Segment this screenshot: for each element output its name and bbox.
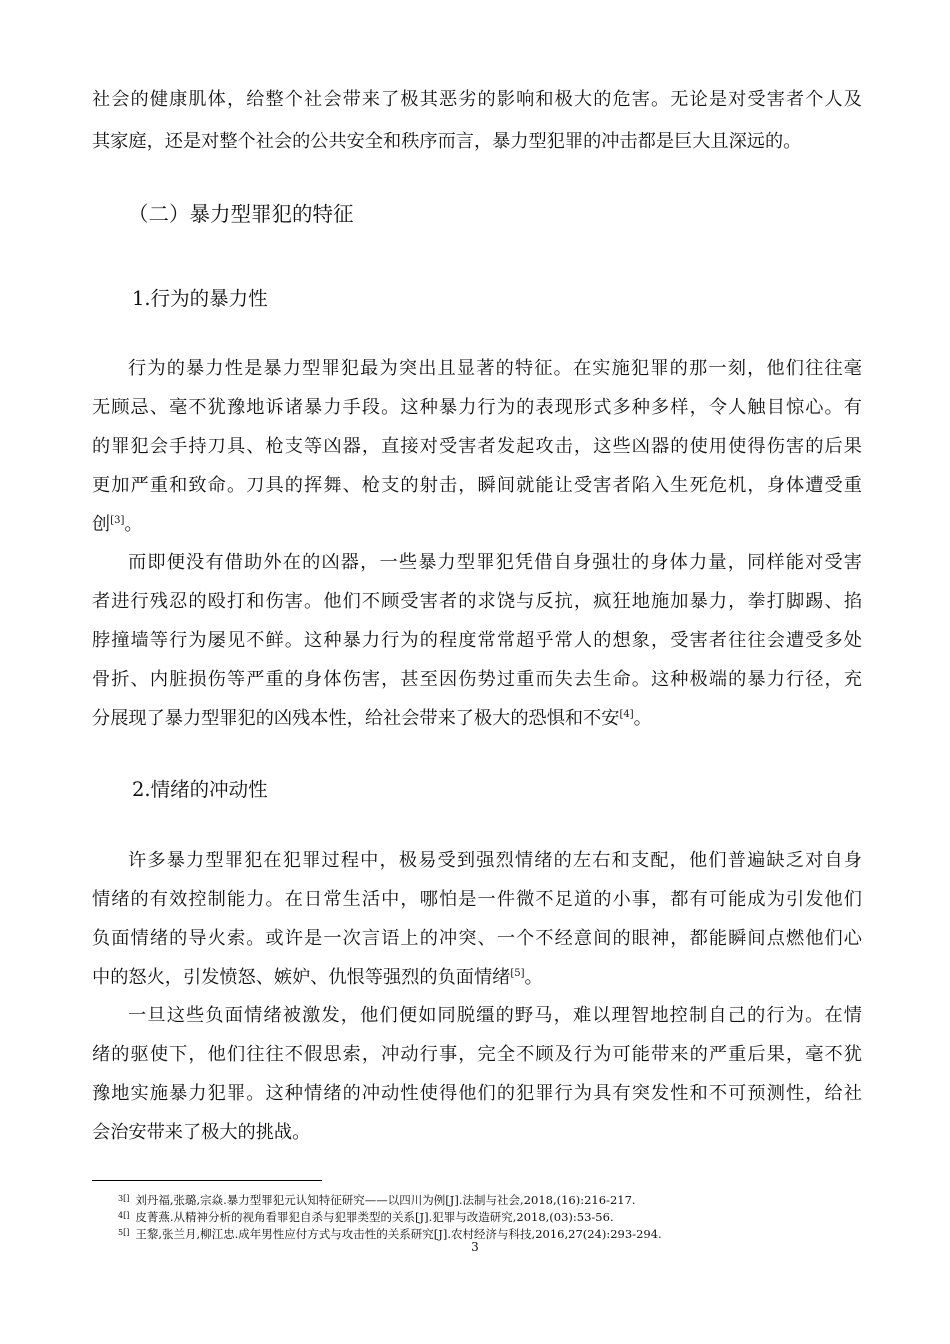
citation-ref: [3] [110,515,125,526]
footnote [118,1192,636,1207]
citation-ref: [5] [510,968,525,979]
footnote-mark: 3[] [118,1194,130,1203]
body-text-line: 脖撞墙等行为屡见不鲜。这种暴力行为的程度常常超乎常人的想象，受害者往往会遭受多处 [92,630,862,651]
body-text-line: 无顾忌、毫不犹豫地诉诸暴力手段。这种暴力行为的表现形式多种多样，令人触目惊心。有 [92,397,862,418]
body-text: 。 [633,708,652,729]
footnote-text: 刘丹福,张璐,宗焱.暴力型罪犯元认知特征研究——以四川为例[J].法制与社会,2018,(16):216-217. [135,1193,636,1207]
body-text-line: 而即便没有借助外在的凶器，一些暴力型罪犯凭借自身强壮的身体力量，同样能对受害 [128,552,862,573]
body-text-line: 情绪的有效控制能力。在日常生活中，哪怕是一件微不足道的小事，都有可能成为引发他们 [92,889,862,910]
body-text-line: 绪的驱使下，他们往往不假思索，冲动行事，完全不顾及行为可能带来的严重后果，毫不犹 [92,1044,862,1065]
footnote-text: 王黎,张兰月,柳江忠.成年男性应付方式与攻击性的关系研究[J].农村经济与科技,2016,27(24):293-294. [135,1227,662,1241]
body-text: 创 [92,514,111,535]
body-text-line: 许多暴力型罪犯在犯罪过程中，极易受到强烈情绪的左右和支配，他们普遍缺乏对自身 [128,850,862,871]
body-text-line: 骨折、内脏损伤等严重的身体伤害，甚至因伤势过重而失去生命。这种极端的暴力行径，充 [92,669,862,690]
footnote [118,1226,662,1241]
body-text: 分展现了暴力型罪犯的凶残本性，给社会带来了极大的恐惧和不安 [92,708,620,729]
body-text: 。 [124,514,143,535]
section-heading: （二）暴力型罪犯的特征 [128,202,354,226]
footnote-text: 皮菁燕.从精神分析的视角看罪犯自杀与犯罪类型的关系[J].犯罪与改造研究,2018,(03):53-56. [135,1210,614,1224]
body-text-line [92,513,862,537]
body-text-line: 其家庭，还是对整个社会的公共安全和秩序而言，暴力型犯罪的冲击都是巨大且深远的。 [92,131,802,152]
body-text-line [92,966,862,990]
body-text: 中的怒火，引发愤怒、嫉妒、仇恨等强烈的负面情绪 [92,967,511,988]
body-text: 。 [524,967,543,988]
body-text-line: 社会的健康肌体，给整个社会带来了极其恶劣的影响和极大的危害。无论是对受害者个人及 [92,89,862,110]
body-text-line: 的罪犯会手持刀具、枪支等凶器，直接对受害者发起攻击，这些凶器的使用使得伤害的后果 [92,436,862,457]
body-text-line: 行为的暴力性是暴力型罪犯最为突出且显著的特征。在实施犯罪的那一刻，他们往往毫 [128,358,862,379]
subsection-heading: 1.行为的暴力性 [132,287,268,310]
subsection-heading: 2.情绪的冲动性 [132,778,268,801]
body-text-line: 更加严重和致命。刀具的挥舞、枪支的射击，瞬间就能让受害者陷入生死危机，身体遭受重 [92,475,862,496]
footnote-separator [92,1180,322,1181]
body-text-line: 豫地实施暴力犯罪。这种情绪的冲动性使得他们的犯罪行为具有突发性和不可预测性，给社 [92,1083,862,1104]
citation-ref: [4] [619,709,634,720]
footnote [118,1209,614,1224]
page-number: 3 [471,1240,479,1254]
footnote-mark: 4[] [118,1211,130,1220]
body-text-line: 者进行残忍的殴打和伤害。他们不顾受害者的求饶与反抗，疯狂地施加暴力，拳打脚踢、掐 [92,591,862,612]
body-text-line: 会治安带来了极大的挑战。 [92,1122,311,1143]
body-text-line: 负面情绪的导火索。或许是一次言语上的冲突、一个不经意间的眼神，都能瞬间点燃他们心 [92,928,862,949]
body-text-line [92,707,862,731]
body-text-line: 一旦这些负面情绪被激发，他们便如同脱缰的野马，难以理智地控制自己的行为。在情 [128,1005,862,1026]
footnote-mark: 5[] [118,1228,130,1237]
